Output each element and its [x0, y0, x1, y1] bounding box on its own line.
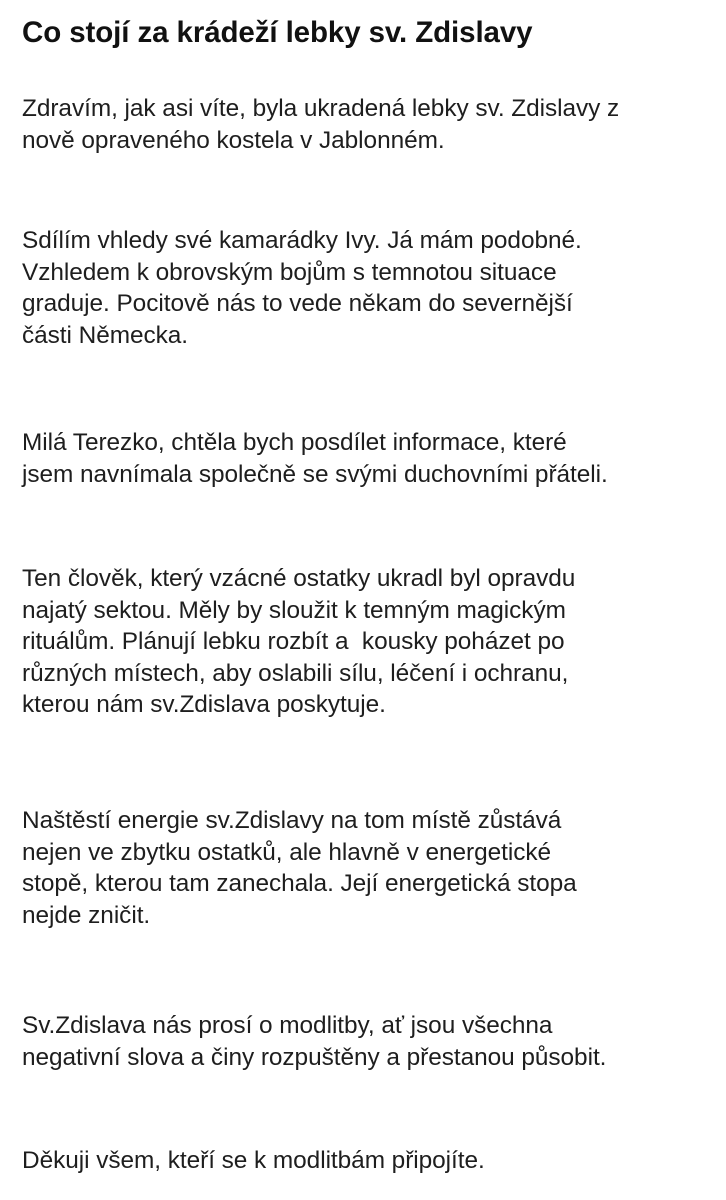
paragraph-energy: Naštěstí energie sv.Zdislavy na tom místě zůstává nejen ve zbytku ostatků, ale hlavně v energetické stopě, kterou tam zanechala. Její energetická stopa nejde zničit.	[22, 807, 577, 929]
paragraph-prayer-request: Sv.Zdislava nás prosí o modlitby, ať jsou všechna negativní slova a činy rozpuštěny a přestanou působit.	[22, 1012, 607, 1071]
paragraph-thanks: Děkuji všem, kteří se k modlitbám připojíte.	[22, 1147, 485, 1174]
paragraph-greeting: Zdravím, jak asi víte, byla ukradená lebky sv. Zdislavy z nově opraveného kostela v Jablonném.	[22, 95, 620, 154]
article-title: Co stojí za krádeží lebky sv. Zdislavy	[22, 16, 533, 49]
paragraph-letter-intro: Milá Terezko, chtěla bych posdílet informace, které jsem navnímala společně se svými duchovními přáteli.	[22, 429, 608, 488]
paragraph-insights: Sdílím vhledy své kamarádky Ivy. Já mám podobné. Vzhledem k obrovským bojům s temnotou situace graduje. Pocitově nás to vede někam do severnější části Německa.	[22, 227, 582, 349]
paragraph-sect: Ten člověk, který vzácné ostatky ukradl byl opravdu najatý sektou. Měly by sloužit k temným magickým rituálům. Plánují lebku rozbít a kousky poházet po různých místech, aby oslabili sílu, léčení i ochranu, kterou nám sv.Zdislava poskytuje.	[22, 565, 576, 718]
